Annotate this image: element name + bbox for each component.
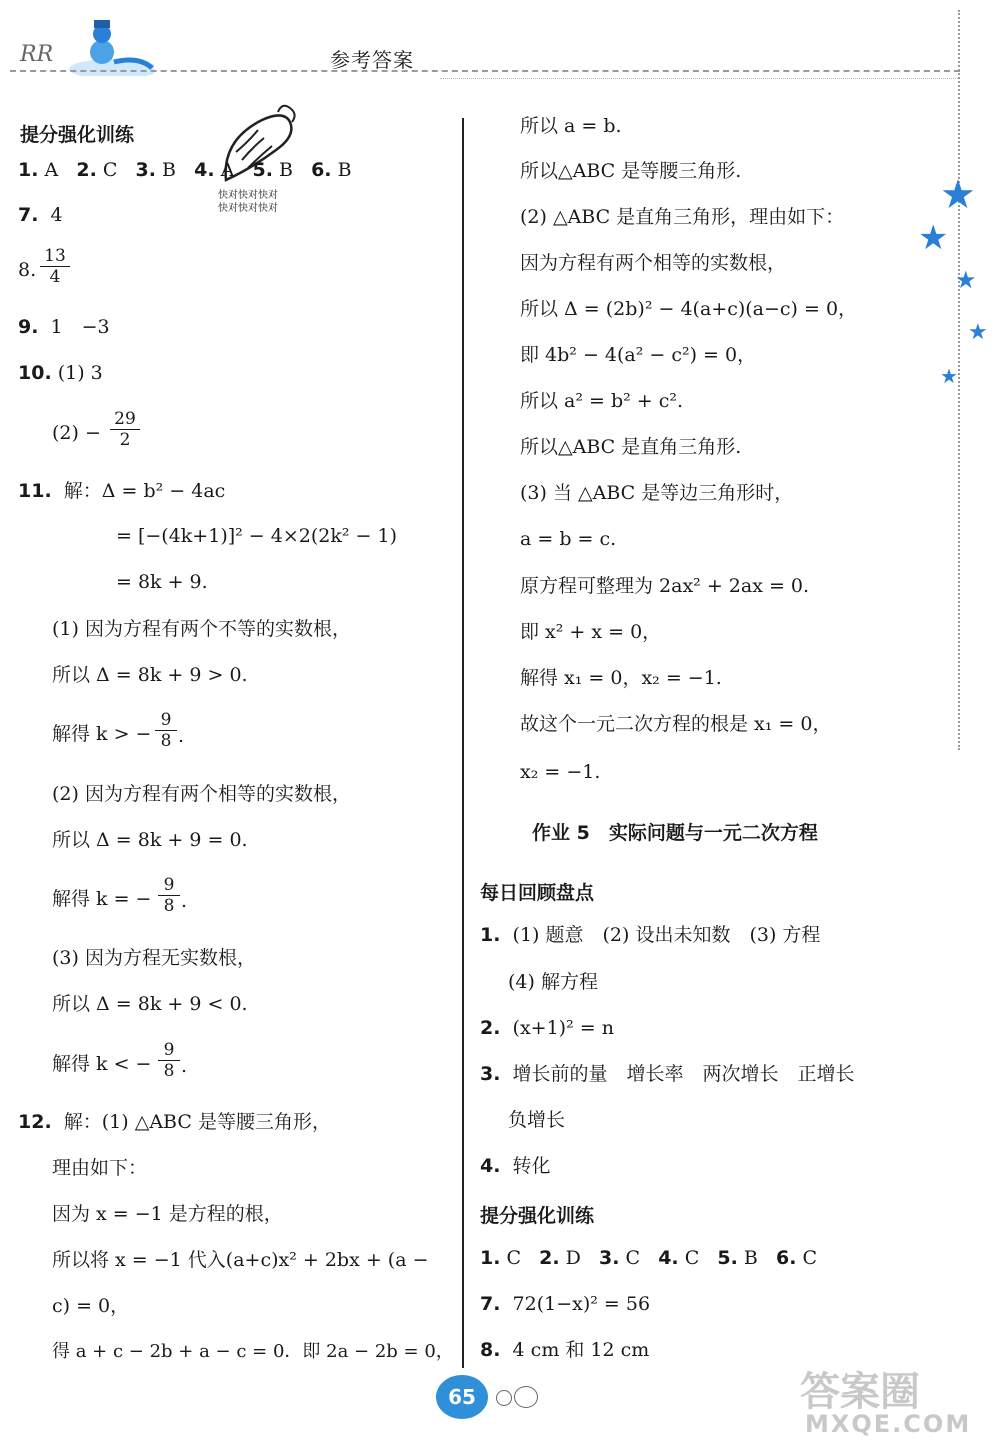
answer: C bbox=[506, 1247, 522, 1269]
q-number: 1. bbox=[480, 924, 501, 946]
answer: C bbox=[625, 1247, 641, 1269]
answer-q10-part1 bbox=[18, 361, 103, 385]
fraction-numerator: 9 bbox=[158, 875, 180, 896]
bubble-icon bbox=[496, 1390, 512, 1406]
section-title-review: 每日回顾盘点 bbox=[480, 882, 595, 904]
review-q4 bbox=[480, 1154, 551, 1178]
review-q3 bbox=[480, 1062, 855, 1086]
answer: A bbox=[44, 159, 59, 181]
q-number: 3. bbox=[480, 1063, 501, 1085]
right-line-3: (2) △ABC 是直角三角形，理由如下： bbox=[520, 206, 845, 228]
homework-title: 作业 5 实际问题与一元二次方程 bbox=[532, 822, 818, 844]
answer-mc-line bbox=[18, 158, 352, 182]
header-corner-text: RR bbox=[20, 42, 54, 67]
right-line-4: 因为方程有两个相等的实数根， bbox=[520, 252, 787, 274]
q-number: 2. bbox=[76, 159, 97, 181]
q-number: 1. bbox=[480, 1247, 501, 1269]
answer-q11-line11: 所以 Δ = 8k + 9 < 0. bbox=[52, 993, 248, 1015]
answer-q11-line12: 解得 k < − bbox=[52, 1053, 152, 1075]
fraction-q8 bbox=[40, 246, 70, 287]
answer-q9 bbox=[18, 315, 110, 339]
q-number: 4. bbox=[658, 1247, 679, 1269]
answer: 增长前的量 增长率 两次增长 正增长 bbox=[512, 1063, 855, 1085]
q-number: 5. bbox=[252, 159, 273, 181]
bubble-icon bbox=[514, 1386, 538, 1408]
answer-q11-line4: (1) 因为方程有两个不等的实数根， bbox=[52, 618, 351, 640]
answer-q11-line2: = [−(4k+1)]² − 4×2(2k² − 1) bbox=[116, 525, 397, 547]
answer-q11-line10: (3) 因为方程无实数根， bbox=[52, 947, 256, 969]
star-icon: ★ bbox=[918, 218, 949, 258]
answer: (1) 题意 (2) 设出未知数 (3) 方程 bbox=[512, 924, 821, 946]
header-divider bbox=[10, 70, 960, 72]
answer: 转化 bbox=[512, 1155, 551, 1177]
q-number: 10. bbox=[18, 362, 52, 384]
watermark-url: MXQE.COM bbox=[805, 1410, 972, 1438]
answer-q11-line1 bbox=[18, 479, 225, 503]
answer: C bbox=[802, 1247, 818, 1269]
answer-q11-line3: = 8k + 9. bbox=[116, 571, 208, 593]
q-number: 2. bbox=[480, 1017, 501, 1039]
right-line-8: 所以△ABC 是直角三角形. bbox=[520, 436, 742, 458]
page-number: 65 bbox=[436, 1375, 488, 1419]
header-divider-dotted bbox=[440, 78, 960, 79]
fraction-denominator: 8 bbox=[163, 1061, 175, 1081]
q-number: 2. bbox=[539, 1247, 560, 1269]
q-number: 5. bbox=[717, 1247, 738, 1269]
q-number: 11. bbox=[18, 480, 52, 502]
page-title: 参考答案 bbox=[330, 48, 414, 72]
answer: C bbox=[102, 159, 118, 181]
fraction-q11-c bbox=[158, 1040, 180, 1081]
q-number: 6. bbox=[775, 1247, 797, 1269]
answer-q10-part2: (2) − bbox=[52, 422, 101, 444]
fraction-numerator: 13 bbox=[40, 246, 70, 267]
section-title-training-2: 提分强化训练 bbox=[480, 1205, 595, 1227]
sticker-caption-2: 快对快对快对 bbox=[218, 203, 278, 214]
right-line-9: (3) 当 △ABC 是等边三角形时， bbox=[520, 482, 794, 504]
star-icon: ★ bbox=[968, 320, 988, 345]
period: . bbox=[178, 725, 185, 747]
fraction-numerator: 9 bbox=[158, 1040, 180, 1061]
right-line-14: 故这个一元二次方程的根是 x₁ = 0， bbox=[520, 713, 832, 735]
star-icon: ★ bbox=[955, 266, 977, 294]
training-q7 bbox=[480, 1292, 650, 1316]
answer: (1) 3 bbox=[57, 362, 103, 384]
q-number: 3. bbox=[135, 159, 156, 181]
period: . bbox=[181, 1055, 188, 1077]
column-divider bbox=[462, 118, 464, 1368]
q-number: 9. bbox=[18, 316, 39, 338]
right-line-12: 即 x² + x = 0， bbox=[520, 621, 662, 643]
q-number: 6. bbox=[311, 159, 332, 181]
q-number: 3. bbox=[599, 1247, 620, 1269]
fraction-denominator: 4 bbox=[49, 267, 61, 287]
fraction-denominator: 8 bbox=[163, 896, 175, 916]
answer-q12-line6: 得 a + c − 2b + a − c = 0．即 2a − 2b = 0， bbox=[52, 1341, 454, 1362]
watermark: 答案圈 bbox=[800, 1369, 920, 1415]
sticker-caption-1: 快对快对快对 bbox=[218, 190, 278, 201]
answer-q12-line1 bbox=[18, 1110, 331, 1134]
answer-q12-line4: 所以将 x = −1 代入(a+c)x² + 2bx + (a − bbox=[52, 1249, 429, 1271]
fraction-q10 bbox=[110, 409, 140, 450]
right-line-10: a = b = c. bbox=[520, 528, 617, 550]
answer: B bbox=[743, 1247, 758, 1269]
fraction-q11-a bbox=[155, 710, 177, 751]
q-number: 12. bbox=[18, 1111, 52, 1133]
right-line-15: x₂ = −1. bbox=[520, 761, 601, 783]
fraction-denominator: 2 bbox=[119, 430, 131, 450]
right-line-6: 即 4b² − 4(a² − c²) = 0， bbox=[520, 344, 757, 366]
answer: B bbox=[162, 159, 176, 181]
review-q1-cont: (4) 解方程 bbox=[508, 971, 598, 993]
section-title-training: 提分强化训练 bbox=[20, 124, 135, 146]
fraction-q11-b bbox=[158, 875, 180, 916]
right-line-5: 所以 Δ = (2b)² − 4(a+c)(a−c) = 0， bbox=[520, 298, 858, 320]
answer-q11-line8: 所以 Δ = 8k + 9 = 0. bbox=[52, 829, 248, 851]
answer-q12-line5: c) = 0， bbox=[52, 1295, 130, 1317]
answer: 72(1−x)² = 56 bbox=[512, 1293, 651, 1315]
q-number: 1. bbox=[18, 159, 39, 181]
right-line-13: 解得 x₁ = 0，x₂ = −1. bbox=[520, 667, 722, 689]
answer: (x+1)² = n bbox=[512, 1017, 614, 1039]
answer-q7 bbox=[18, 203, 63, 227]
answer: 4 bbox=[50, 204, 63, 226]
q-number: 4. bbox=[480, 1155, 501, 1177]
answer-text: 解：(1) △ABC 是等腰三角形， bbox=[63, 1111, 331, 1133]
q-number: 4. bbox=[194, 159, 215, 181]
right-line-7: 所以 a² = b² + c². bbox=[520, 390, 684, 412]
fraction-denominator: 8 bbox=[160, 731, 172, 751]
answer-q11-line7: (2) 因为方程有两个相等的实数根， bbox=[52, 783, 351, 805]
right-line-11: 原方程可整理为 2ax² + 2ax = 0. bbox=[520, 575, 810, 597]
answer-text: 解：Δ = b² − 4ac bbox=[63, 480, 226, 502]
answer: 4 cm 和 12 cm bbox=[512, 1339, 650, 1361]
answer: B bbox=[278, 159, 293, 181]
review-q2 bbox=[480, 1016, 614, 1040]
answer: C bbox=[684, 1247, 700, 1269]
right-line-1: 所以 a = b. bbox=[520, 115, 622, 137]
header-decoration bbox=[14, 14, 154, 76]
fraction-numerator: 29 bbox=[110, 409, 140, 430]
review-q3-cont: 负增长 bbox=[508, 1109, 566, 1131]
answer-q8-number: 8. bbox=[18, 259, 37, 281]
star-icon: ★ bbox=[940, 172, 976, 218]
training-mc-line bbox=[480, 1246, 817, 1270]
fraction-numerator: 9 bbox=[155, 710, 177, 731]
period: . bbox=[181, 890, 188, 912]
q-number: 7. bbox=[18, 204, 39, 226]
margin-dotted-line bbox=[958, 10, 960, 750]
star-icon: ★ bbox=[940, 364, 958, 388]
answer-q11-line9: 解得 k = − bbox=[52, 888, 152, 910]
q-number: 7. bbox=[480, 1293, 501, 1315]
answer: A bbox=[220, 159, 235, 181]
answer-q11-line5: 所以 Δ = 8k + 9 > 0. bbox=[52, 664, 248, 686]
answer: D bbox=[565, 1247, 581, 1269]
answer: B bbox=[337, 159, 352, 181]
q-number: 8. bbox=[480, 1339, 501, 1361]
answer: 1 −3 bbox=[50, 316, 110, 338]
answer-q12-line3: 因为 x = −1 是方程的根， bbox=[52, 1203, 283, 1225]
answer-q12-line2: 理由如下： bbox=[52, 1157, 148, 1179]
review-q1 bbox=[480, 923, 820, 947]
answer-q11-line6: 解得 k > − bbox=[52, 723, 152, 745]
training-q8 bbox=[480, 1338, 649, 1362]
right-line-2: 所以△ABC 是等腰三角形. bbox=[520, 160, 742, 182]
